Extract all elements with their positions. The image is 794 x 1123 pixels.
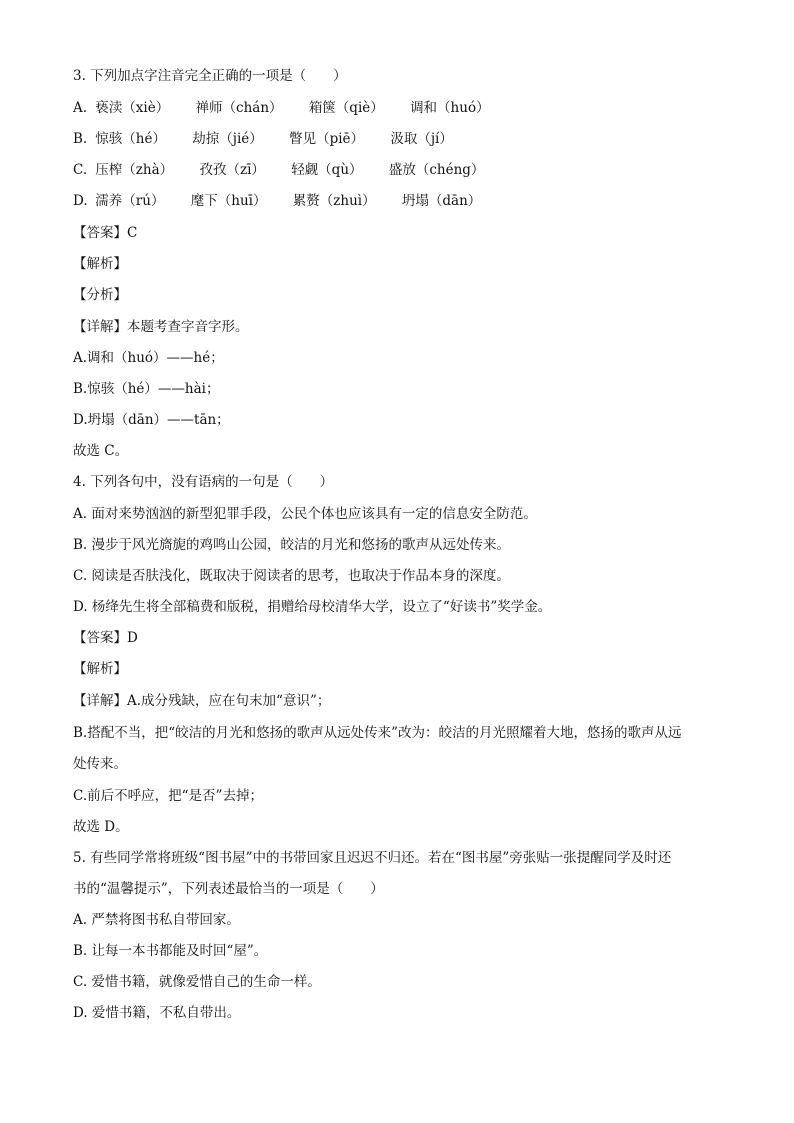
option-letter: C. bbox=[73, 162, 88, 178]
q4-c-line: C.前后不呼应，把“是否”去掉； bbox=[73, 788, 263, 804]
option-item: 瞥见（piē） bbox=[289, 131, 365, 147]
q4-jiexi-label: 【解析】 bbox=[73, 661, 127, 677]
option-item: 濡养（rú） bbox=[95, 193, 165, 209]
q4-option-c: C. 阅读是否肤浅化，既取决于阅读者的思考，也取决于作品本身的深度。 bbox=[73, 568, 510, 584]
q3-jiexi-label: 【解析】 bbox=[73, 256, 127, 272]
option-letter: D. bbox=[73, 193, 88, 209]
q4-answer: 【答案】D bbox=[73, 630, 138, 646]
q4-b-line2: 处传来。 bbox=[73, 756, 127, 772]
q4-option-b: B. 漫步于风光旖旎的鸡鸣山公园，皎洁的月光和悠扬的歌声从远处传来。 bbox=[73, 537, 511, 553]
q5-stem-line1: 5. 有些同学常将班级“图书屋”中的书带回家且迟迟不归还。若在“图书屋”旁张贴一张提醒同学及时还 bbox=[73, 850, 672, 866]
q3-detail: 【详解】本题考查字音字形。 bbox=[73, 319, 249, 335]
option-item: 孜孜（zī） bbox=[199, 162, 265, 178]
q3-note-b: B.惊骇（hé）——hài； bbox=[73, 381, 220, 397]
option-item: 亵渎（xiè） bbox=[95, 100, 170, 116]
option-item: 压榨（zhà） bbox=[95, 162, 174, 178]
q3-note-d: D.坍塌（dān）——tān； bbox=[73, 412, 230, 428]
option-item: 盛放（chéng） bbox=[388, 162, 485, 178]
q5-option-b: B. 让每一本书都能及时回“屋”。 bbox=[73, 943, 268, 959]
q4-detail: 【详解】A.成分残缺，应在句末加“意识”； bbox=[73, 693, 331, 709]
q4-conclusion: 故选 D。 bbox=[73, 819, 129, 835]
q3-option-c bbox=[73, 161, 506, 179]
q3-option-d bbox=[73, 192, 503, 210]
option-letter: B. bbox=[73, 131, 88, 147]
option-item: 禅师（chán） bbox=[195, 100, 283, 116]
q3-stem: 3. 下列加点字注音完全正确的一项是（ ） bbox=[73, 68, 347, 84]
q3-fenxi-label: 【分析】 bbox=[73, 287, 127, 303]
q5-option-c: C. 爱惜书籍，就像爱惜自己的生命一样。 bbox=[73, 974, 321, 990]
option-item: 麾下（huī） bbox=[190, 193, 267, 209]
q3-option-a bbox=[73, 99, 512, 117]
option-item: 箱箧（qiè） bbox=[308, 100, 384, 116]
option-item: 累赘（zhuì） bbox=[292, 193, 376, 209]
option-item: 劫掠（jié） bbox=[192, 131, 263, 147]
option-item: 坍塌（dān） bbox=[401, 193, 482, 209]
q5-option-a: A. 严禁将图书私自带回家。 bbox=[73, 912, 240, 928]
option-item: 惊骇（hé） bbox=[95, 131, 166, 147]
q3-conclusion: 故选 C。 bbox=[73, 443, 129, 459]
q3-answer: 【答案】C bbox=[73, 225, 138, 241]
q4-stem: 4. 下列各句中，没有语病的一句是（ ） bbox=[73, 474, 334, 490]
q4-option-a: A. 面对来势汹汹的新型犯罪手段，公民个体也应该具有一定的信息安全防范。 bbox=[73, 506, 537, 522]
q4-option-d: D. 杨绛先生将全部稿费和版税，捐赠给母校清华大学，设立了“好读书”奖学金。 bbox=[73, 599, 552, 615]
q5-option-d: D. 爱惜书籍，不私自带出。 bbox=[73, 1005, 241, 1021]
q3-note-a: A.调和（huó）——hé； bbox=[73, 350, 224, 366]
option-letter: A. bbox=[73, 100, 88, 116]
q3-option-b bbox=[73, 130, 475, 148]
option-item: 汲取（jí） bbox=[390, 131, 453, 147]
option-item: 调和（huó） bbox=[410, 100, 490, 116]
q4-b-line1: B.搭配不当，把“皎洁的月光和悠扬的歌声从远处传来”改为：皎洁的月光照耀着大地，悠扬的歌声从远 bbox=[73, 725, 682, 741]
q5-stem-line2: 书的“温馨提示”，下列表述最恰当的一项是（ ） bbox=[73, 881, 384, 897]
option-item: 轻觑（qù） bbox=[291, 162, 363, 178]
